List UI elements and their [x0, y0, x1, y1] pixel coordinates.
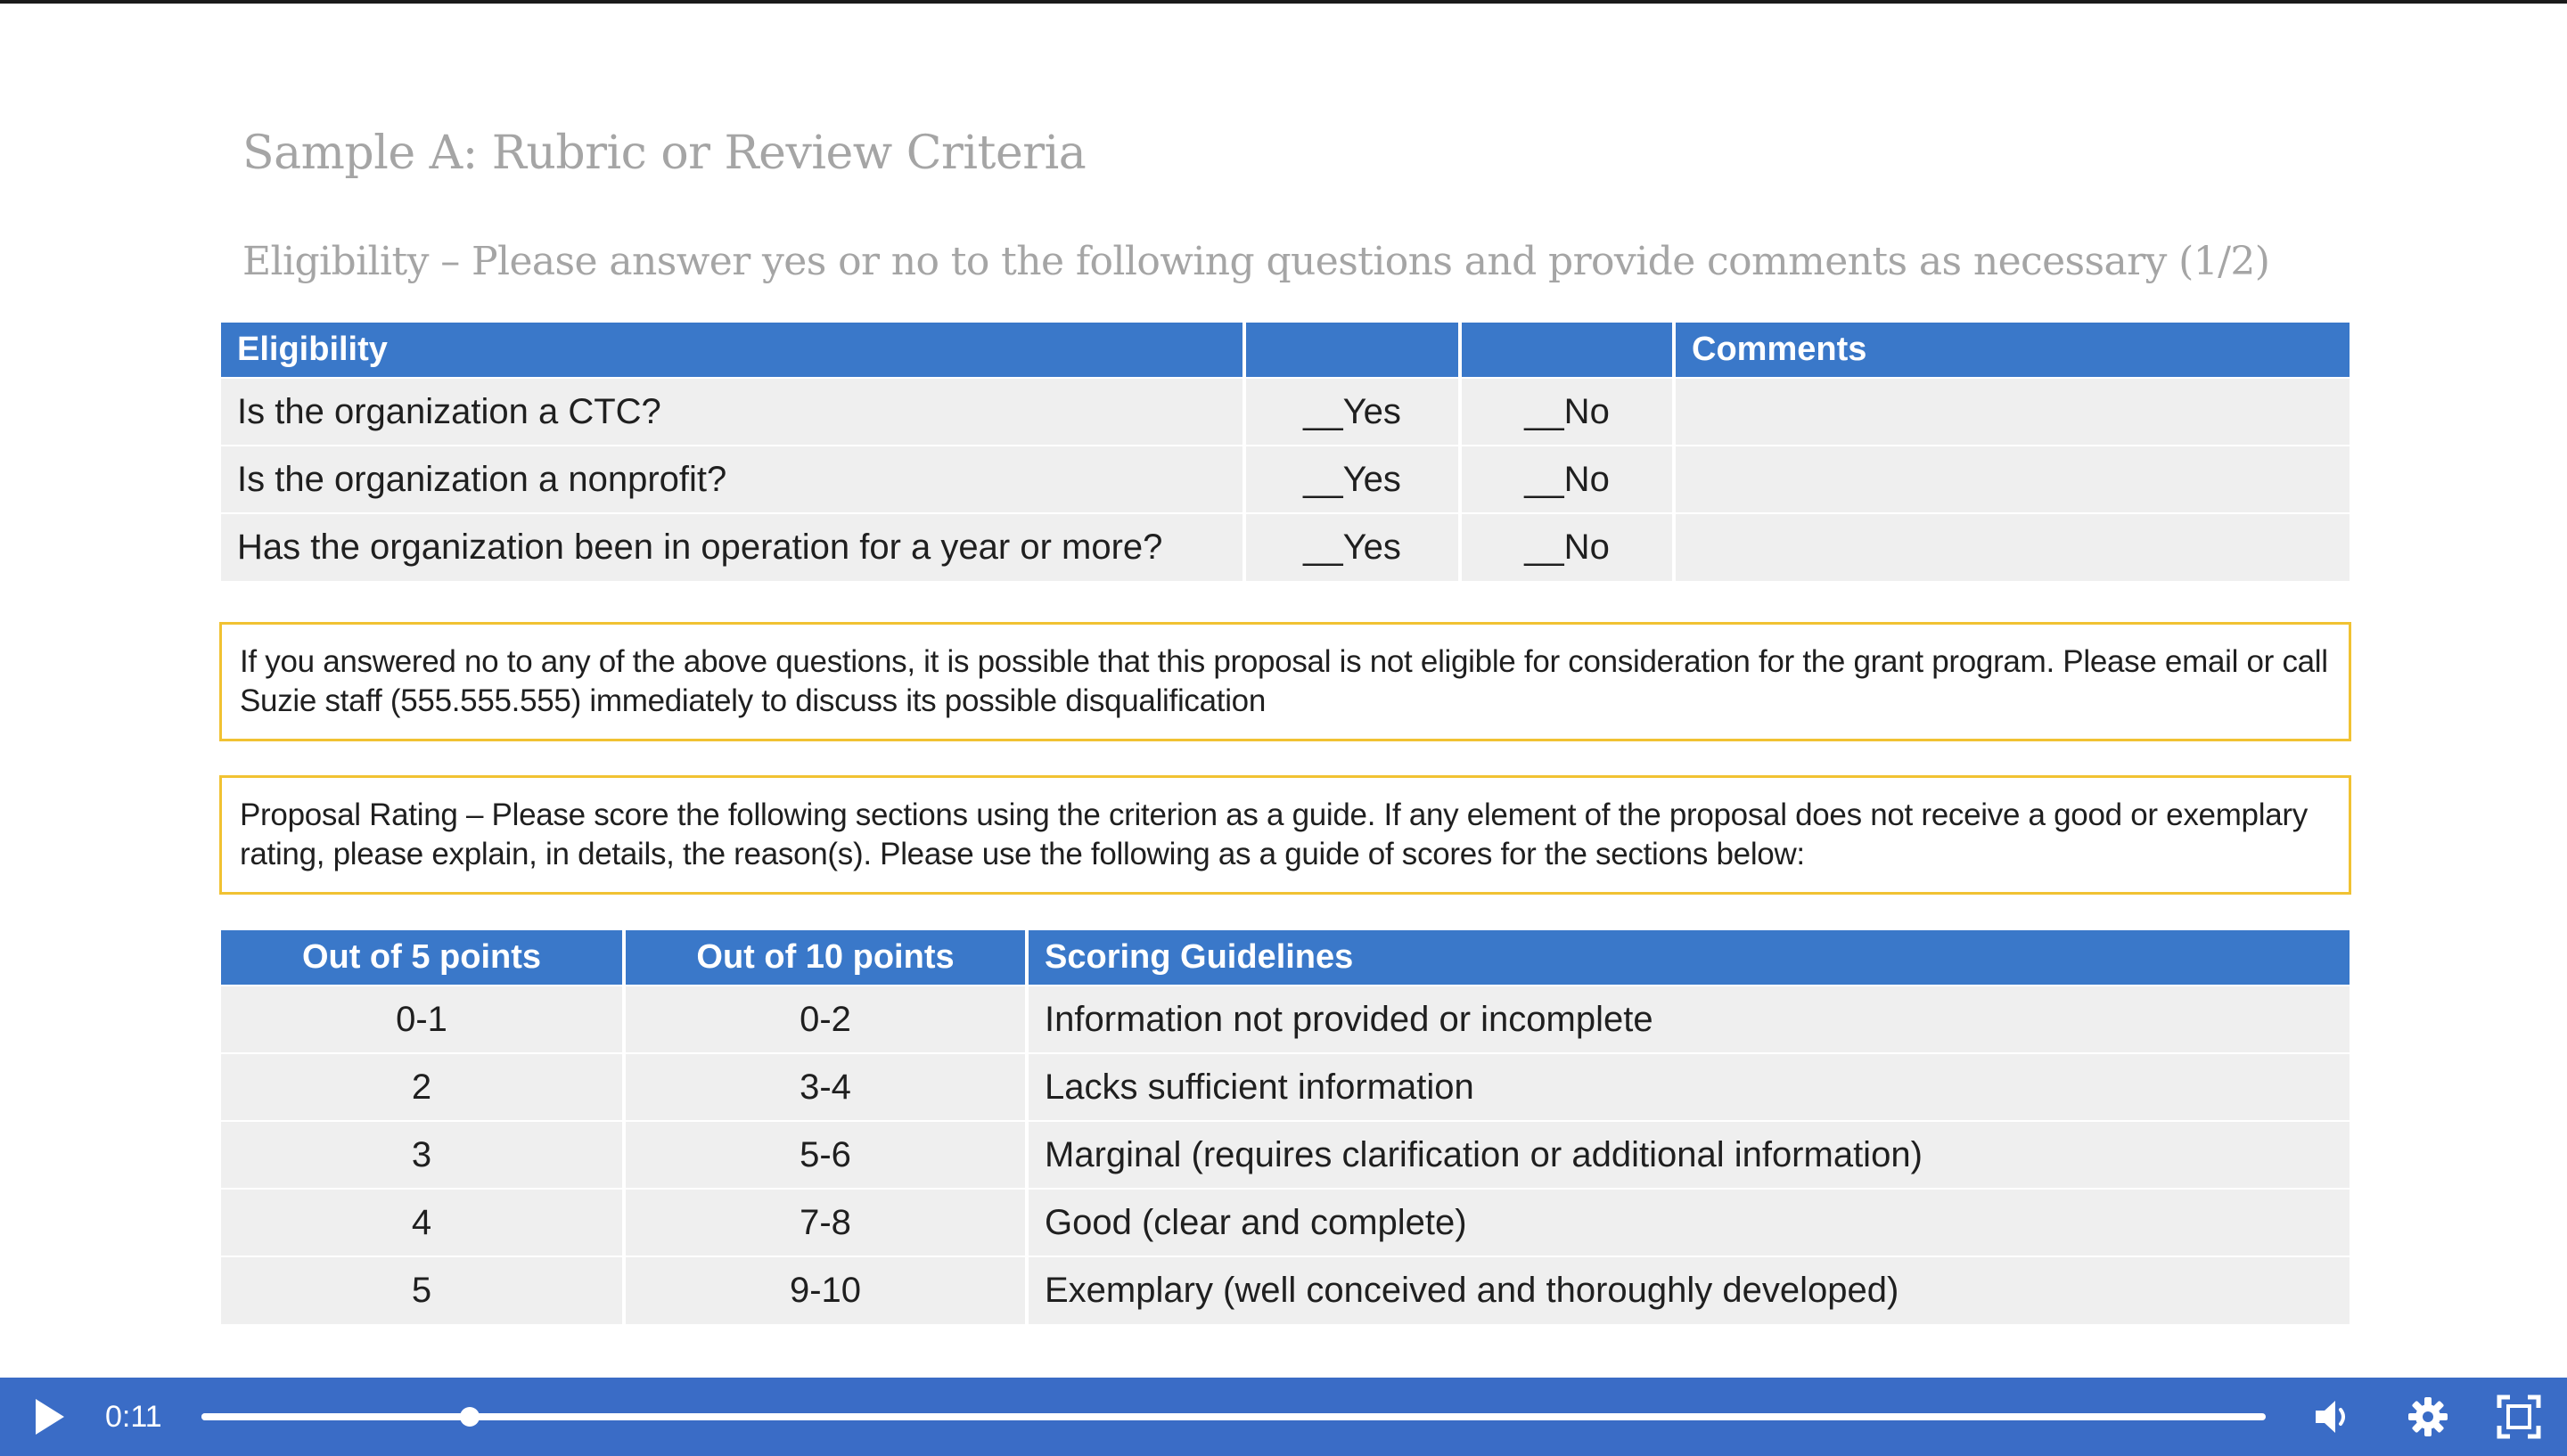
guideline-cell: Marginal (requires clarification or additional information) [1027, 1121, 2350, 1189]
no-option: __No [1460, 446, 1674, 513]
guidelines-header: Scoring Guidelines [1027, 930, 2350, 986]
table-row [221, 1121, 2350, 1189]
progress-handle[interactable] [460, 1407, 480, 1427]
yes-header [1244, 323, 1460, 378]
eligibility-question: Has the organization been in operation for a year or more? [221, 513, 1244, 581]
current-time: 0:11 [105, 1400, 162, 1434]
eligibility-question: Is the organization a CTC? [221, 378, 1244, 446]
scoring-table [221, 930, 2350, 1324]
fullscreen-icon [2492, 1390, 2546, 1444]
five-points-cell: 4 [221, 1189, 624, 1256]
table-row [221, 446, 2350, 513]
table-row [221, 513, 2350, 581]
five-points-cell: 2 [221, 1053, 624, 1121]
table-row [221, 1189, 2350, 1256]
yes-option: __Yes [1244, 446, 1460, 513]
five-points-cell: 5 [221, 1256, 624, 1324]
five-points-cell: 0-1 [221, 986, 624, 1053]
scoring-header-row [221, 930, 2350, 986]
no-option: __No [1460, 378, 1674, 446]
no-header [1460, 323, 1674, 378]
volume-button[interactable] [2307, 1390, 2360, 1444]
eligibility-table [221, 323, 2350, 581]
table-row [221, 986, 2350, 1053]
ten-points-cell: 9-10 [624, 1256, 1027, 1324]
table-row [221, 378, 2350, 446]
ten-points-cell: 7-8 [624, 1189, 1027, 1256]
comments-cell [1674, 378, 2350, 446]
comments-cell [1674, 513, 2350, 581]
progress-fill [201, 1413, 470, 1420]
ten-points-cell: 5-6 [624, 1121, 1027, 1189]
no-option: __No [1460, 513, 1674, 581]
slide-title: Sample A: Rubric or Review Criteria [242, 127, 1087, 180]
eligibility-header-row [221, 323, 2350, 378]
play-icon [25, 1394, 71, 1440]
gear-icon [2401, 1390, 2455, 1444]
guideline-cell: Good (clear and complete) [1027, 1189, 2350, 1256]
yes-option: __Yes [1244, 513, 1460, 581]
eligibility-question: Is the organization a nonprofit? [221, 446, 1244, 513]
table-row [221, 1053, 2350, 1121]
table-row [221, 1256, 2350, 1324]
fullscreen-button[interactable] [2492, 1390, 2546, 1444]
top-border [0, 0, 2567, 4]
slide-subtitle: Eligibility – Please answer yes or no to the following questions and provide comments as necessary (1/2) [242, 239, 2270, 284]
yes-option: __Yes [1244, 378, 1460, 446]
settings-button[interactable] [2401, 1390, 2455, 1444]
ten-points-header: Out of 10 points [624, 930, 1027, 986]
comments-header: Comments [1674, 323, 2350, 378]
play-button[interactable] [25, 1394, 71, 1440]
guideline-cell: Exemplary (well conceived and thoroughly developed) [1027, 1256, 2350, 1324]
comments-cell [1674, 446, 2350, 513]
eligibility-header: Eligibility [221, 323, 1244, 378]
ten-points-cell: 0-2 [624, 986, 1027, 1053]
disqualification-notice: If you answered no to any of the above questions, it is possible that this proposal is not eligible for consideration for the grant program. Please email or call Suzie staff (555.555.555) immediately to discuss its possible disqualification [219, 622, 2351, 741]
volume-icon [2307, 1390, 2360, 1444]
ten-points-cell: 3-4 [624, 1053, 1027, 1121]
proposal-rating-notice: Proposal Rating – Please score the following sections using the criterion as a guide. If any element of the proposal does not receive a good or exemplary rating, please explain, in details, the reason(s). Please use the following as a guide of scores for the sections below: [219, 775, 2351, 895]
five-points-cell: 3 [221, 1121, 624, 1189]
five-points-header: Out of 5 points [221, 930, 624, 986]
player-control-bar [0, 1378, 2567, 1456]
guideline-cell: Lacks sufficient information [1027, 1053, 2350, 1121]
guideline-cell: Information not provided or incomplete [1027, 986, 2350, 1053]
progress-bar[interactable] [201, 1413, 2266, 1420]
